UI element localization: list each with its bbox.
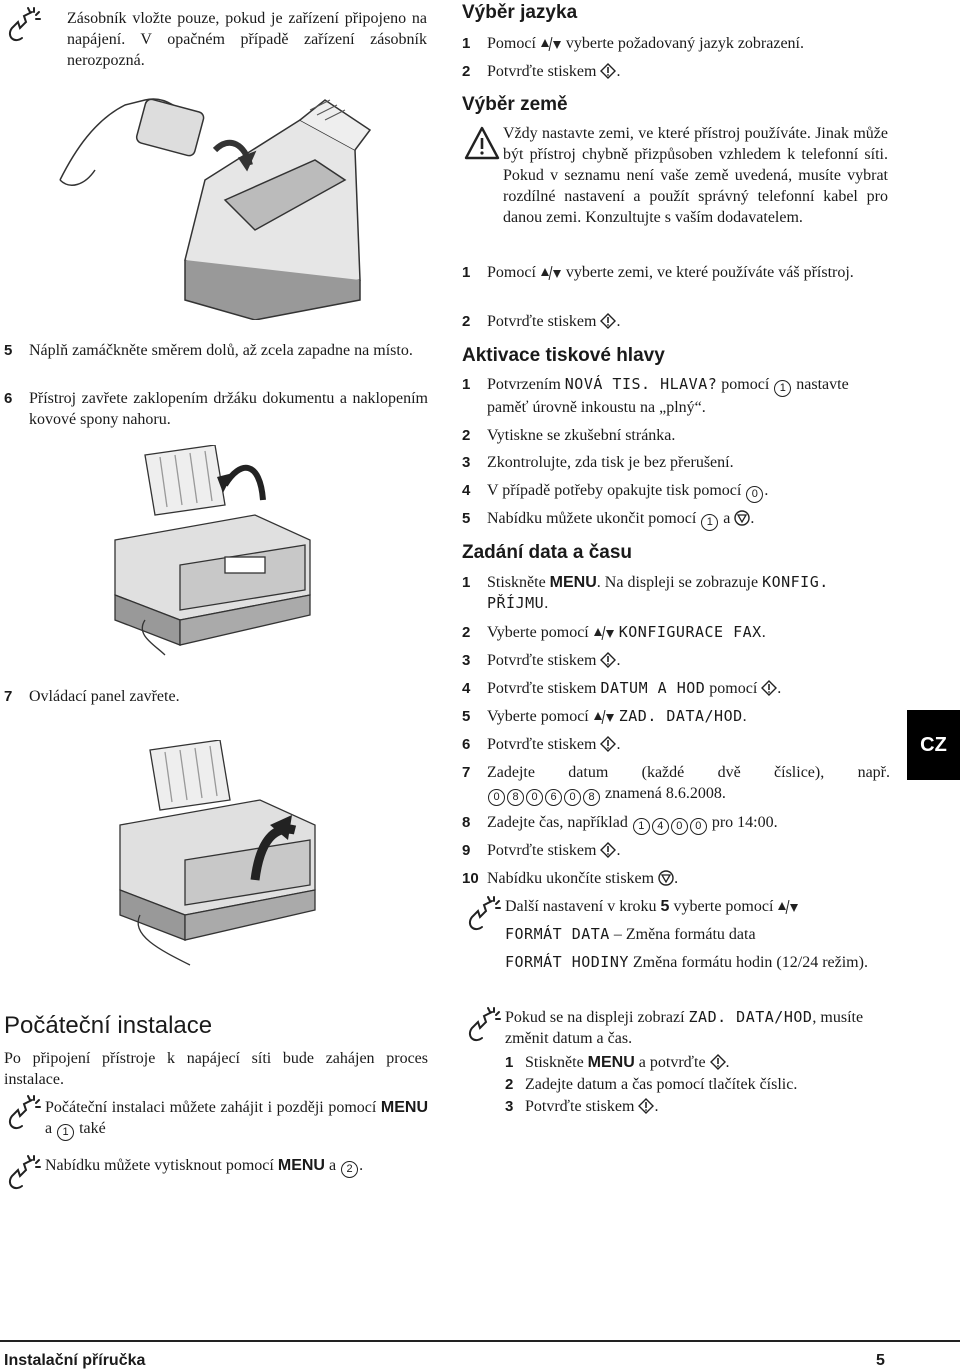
- key-0-icon: 0: [488, 789, 505, 806]
- lcd-text: ZAD. DATA/HOD: [688, 1008, 813, 1026]
- lightbulb-hint-icon: [464, 1006, 502, 1044]
- key-1-icon: 1: [633, 818, 650, 835]
- key-8-icon: 8: [507, 789, 524, 806]
- step-text: Ovládací panel zavřete.: [29, 688, 180, 705]
- format-date-option: FORMÁT DATA – Změna formátu data: [505, 925, 756, 943]
- illustration-close-document-holder: [105, 445, 330, 660]
- lcd-text: DATUM A HOD: [600, 679, 706, 697]
- ok-button-icon: [638, 1098, 654, 1114]
- page-number: 5: [876, 1352, 885, 1369]
- hint-cartridge: Zásobník vložte pouze, pokud je zařízení připojeno na napájení. V opačném případě zařízení zásobník nerozpozná.: [67, 10, 427, 69]
- initial-installation-text: Po připojení přístroje k napájecí síti bude zahájen proces instalace.: [4, 1050, 428, 1088]
- section-title-date-time: Zadání data a času: [462, 542, 633, 563]
- print-step-4: 4 V případě potřeby opakujte tisk pomocí 0 .: [462, 480, 890, 502]
- language-tab-cz: CZ: [907, 710, 960, 780]
- hint-display-date: Pokud se na displeji zobrazí ZAD. DATA/HOD, musíte změnit datum a čas.: [505, 1008, 864, 1047]
- ok-button-icon: [600, 313, 616, 329]
- print-step-5: 5 Nabídku můžete ukončit pomocí 1 a .: [462, 508, 890, 530]
- key-2-icon: 2: [341, 1161, 358, 1178]
- lcd-text: ZAD. DATA/HOD: [618, 707, 743, 725]
- country-step-1: 1 Pomocí vyberte zemi, ve které používáte váš přístroj.: [462, 264, 854, 281]
- step-number: 6: [4, 390, 13, 407]
- key-0-icon: 0: [564, 789, 581, 806]
- country-step-2: 2 Potvrďte stiskem .: [462, 313, 621, 330]
- step-text: Náplň zamáčkněte směrem dolů, až zcela zapadne na místo.: [29, 342, 413, 359]
- lcd-text: NOVÁ TIS. HLAVA?: [564, 375, 718, 393]
- stop-button-icon: [734, 510, 750, 526]
- ok-button-icon: [710, 1054, 726, 1070]
- up-down-arrow-icon: [777, 900, 799, 914]
- key-6-icon: 6: [545, 789, 562, 806]
- footer-title: Instalační příručka: [4, 1352, 146, 1369]
- up-down-arrow-icon: [540, 266, 562, 280]
- menu-key-label: MENU: [380, 1099, 429, 1116]
- lcd-text: FORMÁT DATA: [505, 925, 610, 943]
- section-title-language: Výběr jazyka: [462, 2, 578, 23]
- ok-button-icon: [600, 842, 616, 858]
- print-step-3: 3 Zkontrolujte, zda tisk je bez přerušení.: [462, 454, 734, 471]
- lang-step-1: 1 Pomocí vyberte požadovaný jazyk zobrazení.: [462, 35, 804, 52]
- step-6: [4, 388, 428, 432]
- key-4-icon: 4: [652, 818, 669, 835]
- key-1-icon: 1: [701, 514, 718, 531]
- key-1-icon: 1: [774, 380, 791, 397]
- step-text: Přístroj zavřete zaklopením držáku dokumentu a naklopením kovové spony nahoru.: [29, 390, 428, 428]
- hint-print-menu: Nabídku můžete vytisknout pomocí MENU a 2 .: [45, 1155, 445, 1178]
- format-hour-option: FORMÁT HODINY Změna formátu hodin (12/24 režim).: [505, 953, 868, 971]
- stop-button-icon: [658, 870, 674, 886]
- hint-display-step-2: 2 Zadejte datum a čas pomocí tlačítek číslic.: [505, 1076, 798, 1093]
- menu-key-label: MENU: [549, 574, 597, 591]
- date-step-6: 6 Potvrďte stiskem .: [462, 736, 621, 753]
- lightbulb-hint-icon: [4, 1094, 42, 1132]
- lcd-text: KONFIG. PŘÍJMU: [487, 573, 829, 612]
- menu-key-label: MENU: [587, 1054, 635, 1071]
- up-down-arrow-icon: [593, 710, 615, 724]
- key-0-icon: 0: [690, 818, 707, 835]
- hint-display-step-1: 1 Stiskněte MENU a potvrďte .: [505, 1054, 730, 1071]
- illustration-insert-cartridge: [55, 90, 435, 320]
- key-0-icon: 0: [526, 789, 543, 806]
- section-title-country: Výběr země: [462, 94, 568, 115]
- menu-key-label: MENU: [277, 1157, 325, 1174]
- date-step-7: 7 Zadejte datum (každé dvě číslice), např. 0 8 0 6 0 8 znamená 8.6.2008.: [462, 762, 890, 806]
- hint-initial-later: Počáteční instalaci můžete zahájit i později pomocí MENU a 1 také: [45, 1097, 428, 1141]
- print-step-2: 2 Vytiskne se zkušební stránka.: [462, 427, 676, 444]
- key-0-icon: 0: [671, 818, 688, 835]
- lightbulb-hint-icon: [464, 895, 502, 933]
- step-number: 7: [4, 688, 13, 705]
- date-step-1: 1 Stiskněte MENU. Na displeji se zobrazuje KONFIG. PŘÍJMU.: [462, 573, 829, 612]
- key-0-icon: 0: [746, 486, 763, 503]
- ok-button-icon: [600, 736, 616, 752]
- date-step-2: 2 Vyberte pomocí KONFIGURACE FAX.: [462, 623, 766, 641]
- ok-button-icon: [600, 652, 616, 668]
- step-number: 5: [4, 342, 13, 359]
- country-warning-text: Vždy nastavte zemi, ve které přístroj používáte. Jinak může být přístroj chybně přizpůsoben vzhledem k telefonní síti. Pokud v seznamu není vaše země uvedená, musíte vybrat rozdílné nastavení a použít správný telefonní kabel pro danou zemi. Konzultujte s vaším dodavatelem.: [503, 125, 888, 226]
- lcd-text: FORMÁT HODINY: [505, 953, 629, 971]
- lightbulb-hint-icon: [4, 1154, 42, 1192]
- date-step-9: 9 Potvrďte stiskem .: [462, 842, 621, 859]
- ok-button-icon: [600, 63, 616, 79]
- hint-display-step-3: 3 Potvrďte stiskem .: [505, 1098, 659, 1115]
- date-step-3: 3 Potvrďte stiskem .: [462, 652, 621, 669]
- lang-step-2: 2 Potvrďte stiskem .: [462, 63, 621, 80]
- section-title-initial-installation: Počáteční instalace: [4, 1012, 213, 1039]
- ok-button-icon: [761, 680, 777, 696]
- lightbulb-hint-icon: [4, 6, 42, 44]
- up-down-arrow-icon: [593, 626, 615, 640]
- lcd-text: KONFIGURACE FAX: [618, 623, 762, 641]
- step-5: [4, 340, 428, 384]
- print-step-1: 1 Potvrzením NOVÁ TIS. HLAVA? pomocí 1 nastavte paměť úrovně inkoustu na „plný“.: [462, 375, 849, 416]
- hint-more-settings: Další nastavení v kroku 5 vyberte pomocí: [505, 896, 890, 917]
- section-title-print-head: Aktivace tiskové hlavy: [462, 345, 665, 366]
- warning-triangle-icon: [464, 126, 500, 160]
- step-7: [4, 686, 428, 708]
- date-step-4: 4 Potvrďte stiskem DATUM A HOD pomocí .: [462, 679, 782, 697]
- date-step-8: 8 Zadejte čas, například 1 4 0 0 pro 14:00.: [462, 812, 890, 834]
- footer-divider: [0, 1340, 960, 1342]
- date-step-5: 5 Vyberte pomocí ZAD. DATA/HOD.: [462, 707, 747, 725]
- up-down-arrow-icon: [540, 37, 562, 51]
- key-8-icon: 8: [583, 789, 600, 806]
- date-step-10: 10 Nabídku ukončíte stiskem .: [462, 870, 679, 887]
- illustration-close-control-panel: [110, 740, 335, 970]
- key-1-icon: 1: [57, 1124, 74, 1141]
